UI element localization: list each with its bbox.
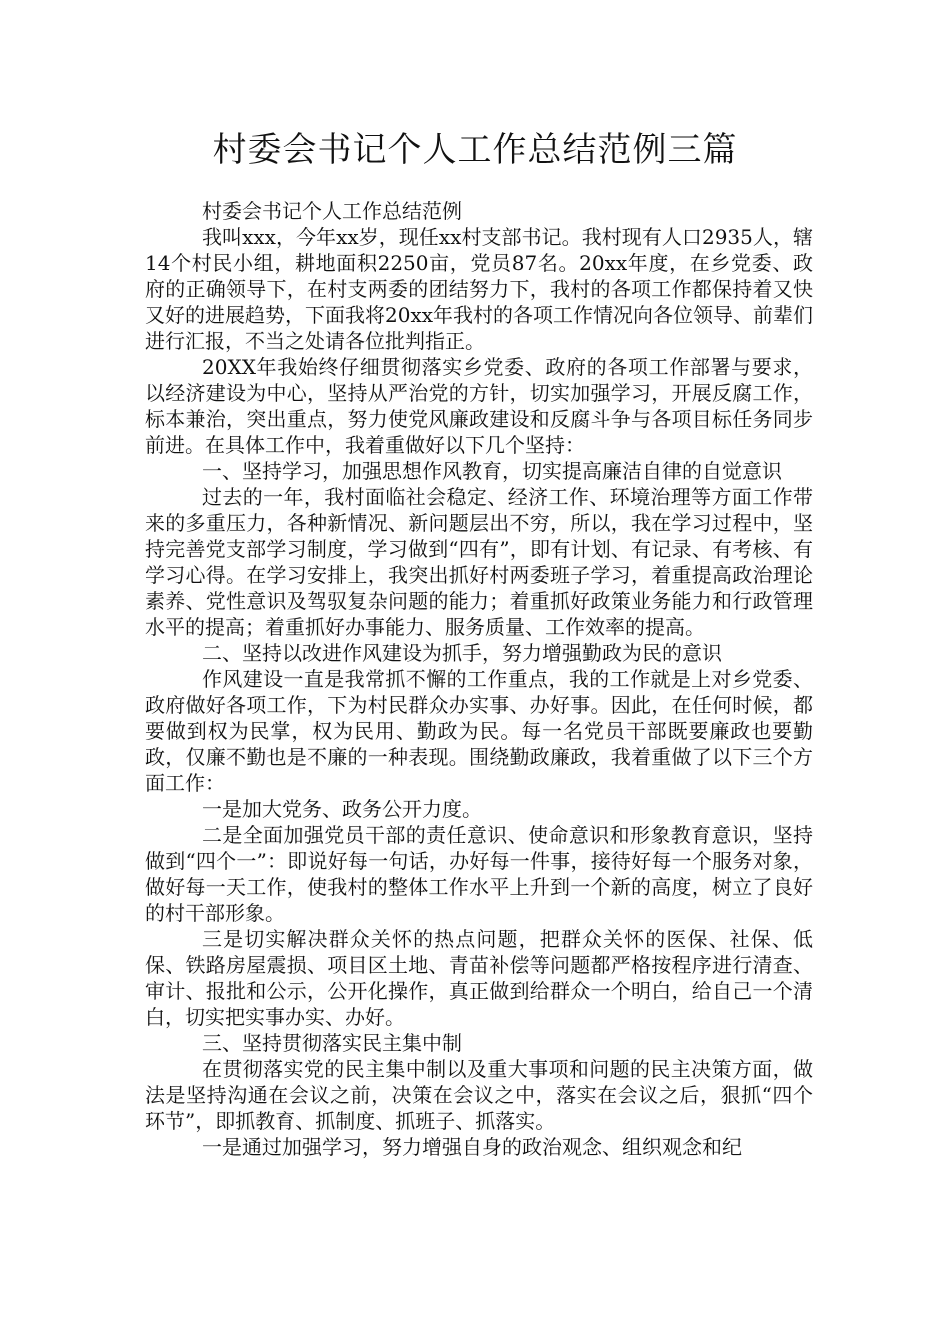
document-title: 村委会书记个人工作总结范例三篇 — [212, 130, 738, 170]
paragraph-continued: 一是通过加强学习，努力增强自身的政治观念、组织观念和纪 — [202, 1135, 742, 1159]
heading-point-three: 三、坚持贯彻落实民主集中制 — [202, 1031, 462, 1055]
heading-point-one: 一、坚持学习，加强思想作风教育，切实提高廉洁自律的自觉意识 — [202, 459, 782, 483]
item-three: 三是切实解决群众关怀的热点问题，把群众关怀的医保、社保、低保、铁路房屋震损、项目区土地、青苗补偿等问题都严格按程序进行清查、审计、报批和公示，公开化操作，真正做到给群众一个明白，给自己一个清白，切实把实事办实、办好。 — [145, 927, 813, 1029]
paragraph-intro: 我叫xxx，今年xx岁，现任xx村支部书记。我村现有人口2935人，辖14个村民小组，耕地面积2250亩，党员87名。20xx年度，在乡党委、政府的正确领导下，在村支两委的团结努力下，我村的各项工作都保持着又快又好的进展趋势，下面我将20xx年我村的各项工作情况向各位领导、前辈们进行汇报，不当之处请各位批判指正。 — [145, 225, 814, 353]
item-two: 二是全面加强党员干部的责任意识、使命意识和形象教育意识，坚持做到“四个一”：即说好每一句话，办好每一件事，接待好每一个服务对象，做好每一天工作，使我村的整体工作水平上升到一个新的高度，树立了良好的村干部形象。 — [145, 823, 813, 925]
paragraph-democratic-centralism: 在贯彻落实党的民主集中制以及重大事项和问题的民主决策方面，做法是坚持沟通在会议之前，决策在会议之中，落实在会议之后，狠抓“四个环节”，即抓教育、抓制度、抓班子、抓落实。 — [145, 1057, 813, 1133]
paragraph-style-building: 作风建设一直是我常抓不懈的工作重点，我的工作就是上对乡党委、政府做好各项工作，下为村民群众办实事、办好事。因此，在任何时候，都要做到权为民掌，权为民用、勤政为民。每一名党员干部既要廉政也要勤政，仅廉不勤也是不廉的一种表现。围绕勤政廉政，我着重做了以下三个方面工作： — [145, 667, 813, 795]
heading-point-two: 二、坚持以改进作风建设为抓手，努力增强勤政为民的意识 — [202, 641, 722, 665]
section-subtitle: 村委会书记个人工作总结范例 — [202, 199, 462, 223]
item-one: 一是加大党务、政务公开力度。 — [202, 797, 482, 821]
paragraph-overview: 20XX年我始终仔细贯彻落实乡党委、政府的各项工作部署与要求，以经济建设为中心，坚持从严治党的方针，切实加强学习，开展反腐工作，标本兼治，突出重点，努力使党风廉政建设和反腐斗争与各项目标任务同步前进。在具体工作中，我着重做好以下几个坚持： — [145, 355, 813, 457]
document-body — [145, 198, 813, 1160]
paragraph-study: 过去的一年，我村面临社会稳定、经济工作、环境治理等方面工作带来的多重压力，各种新情况、新问题层出不穷，所以，我在学习过程中，坚持完善党支部学习制度，学习做到“四有”，即有计划、有记录、有考核、有学习心得。在学习安排上，我突出抓好村两委班子学习，着重提高政治理论素养、党性意识及驾驭复杂问题的能力；着重抓好政策业务能力和行政管理水平的提高；着重抓好办事能力、服务质量、工作效率的提高。 — [145, 485, 813, 639]
